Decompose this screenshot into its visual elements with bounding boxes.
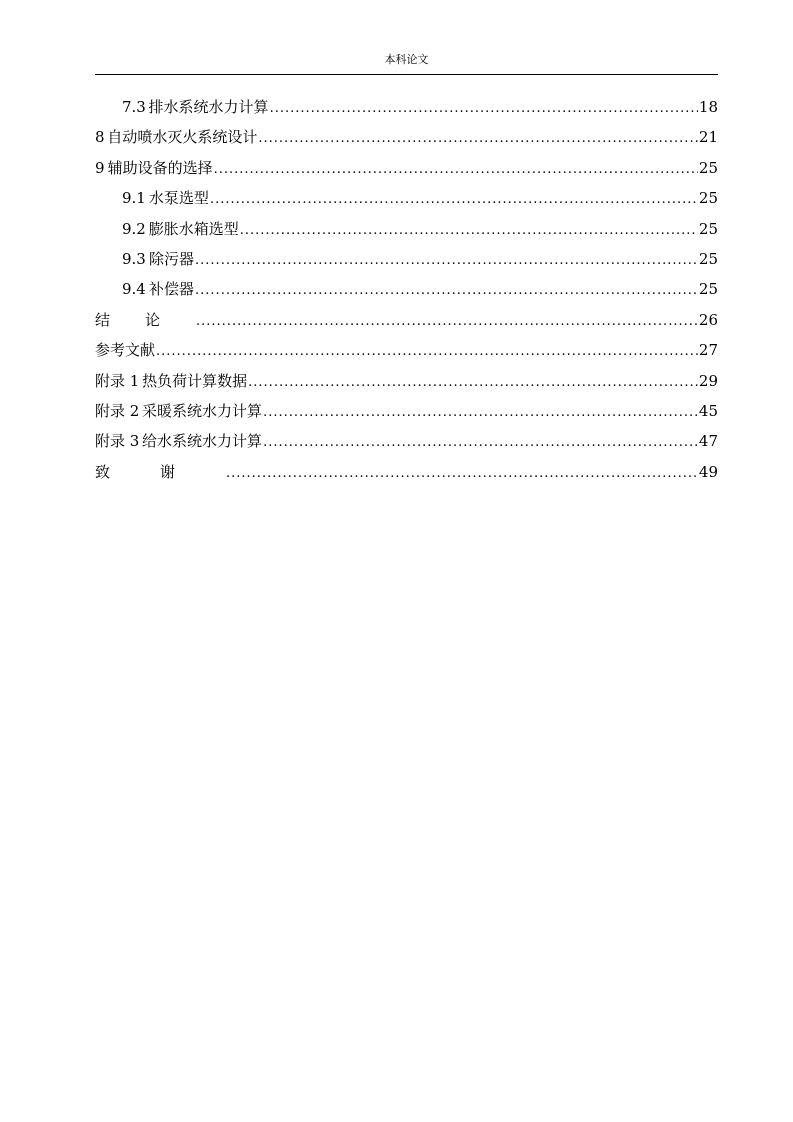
toc-entry-page: 49: [698, 462, 718, 481]
toc-entry-title: 热负荷计算数据: [142, 371, 248, 390]
toc-entry-page: 25: [698, 249, 718, 268]
toc-entry-number: 9.4: [122, 280, 146, 299]
toc-entry-page: 25: [698, 219, 718, 238]
toc-entry[interactable]: [95, 214, 718, 244]
toc-entry[interactable]: [95, 274, 718, 304]
toc-entry-title: 膨胀水箱选型: [148, 219, 239, 238]
header-title: 本科论文: [384, 53, 429, 66]
toc-entry-title: 采暖系统水力计算: [142, 401, 263, 420]
toc-entry[interactable]: [95, 335, 718, 365]
toc-entry[interactable]: [95, 92, 718, 122]
toc-entry-title: 辅助设备的选择: [107, 158, 213, 177]
toc-entry-title: 自动喷水灭火系统设计: [107, 128, 258, 147]
toc-leader-dots: [210, 185, 698, 215]
toc-entry-title: 补偿器: [149, 280, 195, 299]
toc-entry-page: 27: [698, 341, 718, 360]
toc-entry-number: 7.3: [122, 98, 146, 116]
toc-entry-page: 18: [698, 98, 718, 116]
toc-leader-dots: [240, 216, 698, 246]
toc-leader-dots: [195, 246, 698, 276]
toc-entry-number: 9.1: [122, 189, 146, 208]
toc-leader-dots: [195, 276, 698, 306]
toc-entry[interactable]: [95, 244, 718, 274]
toc-entry-title: 致谢: [95, 462, 226, 481]
toc-entry-page: 29: [698, 371, 718, 390]
toc-leader-dots: [248, 368, 698, 398]
toc-entry-page: 47: [698, 432, 718, 451]
toc-entry-number: 8: [95, 128, 105, 147]
toc-entry-title: 给水系统水力计算: [142, 432, 263, 451]
toc-entry[interactable]: [95, 305, 718, 335]
toc-entry[interactable]: [95, 183, 718, 213]
toc-entry[interactable]: [95, 426, 718, 456]
toc-entry-number: 附录 3: [95, 432, 140, 451]
toc-entry-page: 21: [698, 128, 718, 147]
toc-leader-dots: [214, 155, 698, 185]
toc-entry-page: 25: [698, 280, 718, 299]
toc-entry-title: 水泵选型: [148, 189, 209, 208]
toc-entry-title: 结论: [95, 310, 196, 329]
toc-entry-page: 25: [698, 189, 718, 208]
toc-entry-page: 26: [698, 310, 718, 329]
toc-entry-number: 附录 2: [95, 401, 140, 420]
table-of-contents: [95, 92, 718, 487]
toc-leader-dots: [196, 307, 698, 337]
toc-leader-dots: [258, 124, 698, 154]
toc-entry-number: 9.3: [122, 249, 146, 268]
toc-entry[interactable]: [95, 396, 718, 426]
toc-entry[interactable]: [95, 366, 718, 396]
toc-leader-dots: [263, 398, 698, 428]
toc-entry-title: 排水系统水力计算: [148, 98, 269, 116]
toc-leader-dots: [270, 94, 698, 124]
toc-entry-number: 附录 1: [95, 371, 140, 390]
toc-entry-number: 9.2: [122, 219, 146, 238]
toc-entry[interactable]: [95, 122, 718, 152]
page-header: [95, 52, 718, 75]
toc-entry-page: 25: [698, 158, 718, 177]
toc-leader-dots: [156, 337, 698, 367]
toc-entry-page: 45: [698, 401, 718, 420]
toc-entry-number: 9: [95, 158, 105, 177]
toc-entry-title: 参考文献: [95, 341, 156, 360]
toc-entry[interactable]: [95, 153, 718, 183]
toc-leader-dots: [226, 459, 698, 489]
toc-leader-dots: [263, 428, 698, 458]
toc-entry-title: 除污器: [149, 249, 195, 268]
toc-entry[interactable]: [95, 457, 718, 487]
